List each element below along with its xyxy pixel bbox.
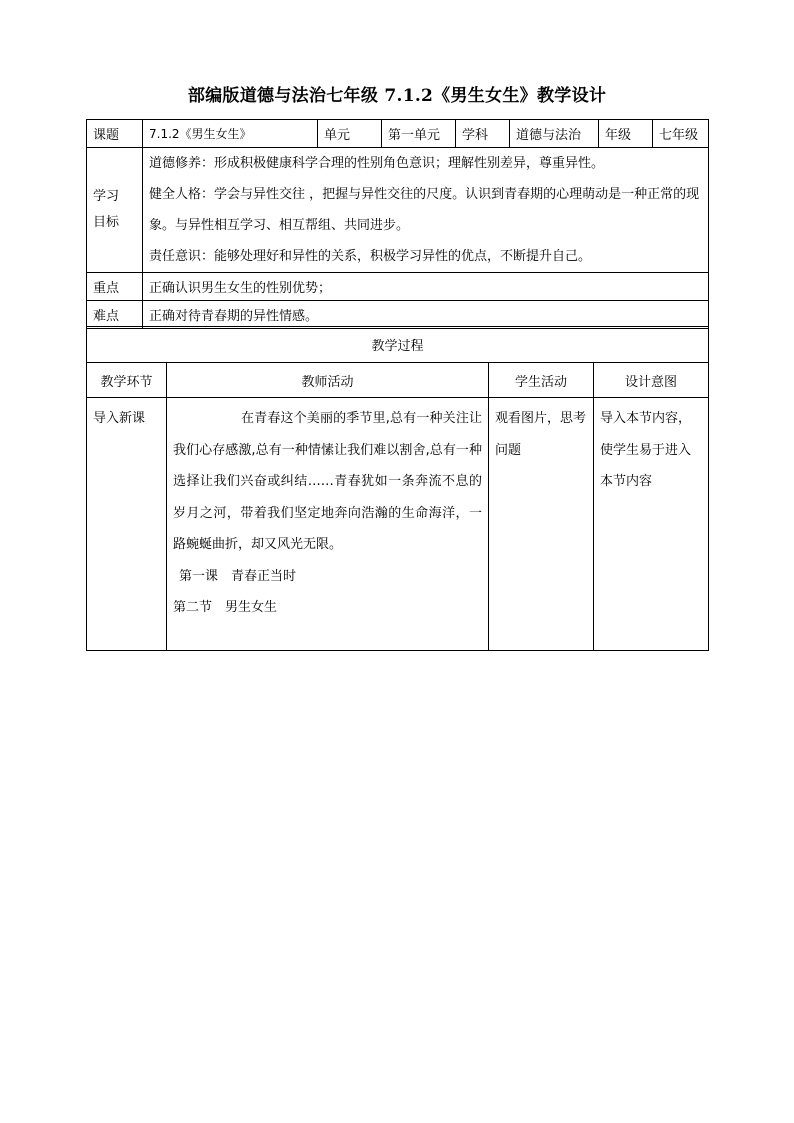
goals-label: [87, 148, 143, 273]
difficulty-value: 正确对待青春期的异性情感。: [143, 301, 709, 329]
process-row-intro: [87, 398, 709, 651]
process-header-row: [87, 363, 709, 398]
goals-row: [87, 148, 709, 273]
header-stage: 教学环节: [87, 363, 167, 398]
lesson-info-table: [86, 119, 709, 329]
goals-content: [143, 148, 709, 273]
goals-label-line-2: 目标: [93, 215, 120, 230]
section-title-text: 第二节 男生女生: [173, 600, 278, 615]
subject-label: 学科: [456, 120, 510, 148]
grade-value: 七年级: [653, 120, 709, 148]
teacher-activity-cell: [167, 398, 489, 651]
goal-item: 道德修养：形成积极健康科学合理的性别角色意识；理解性别差异，尊重异性。: [149, 156, 605, 171]
student-activity-cell: 观看图片，思考问题: [489, 398, 594, 651]
key-point-label: 重点: [87, 273, 143, 301]
design-intent-cell: 导入本节内容，使学生易于进入本节内容: [594, 398, 709, 651]
header-student: 学生活动: [489, 363, 594, 398]
process-heading: 教学过程: [87, 327, 709, 363]
subject-value: 道德与法治: [510, 120, 599, 148]
unit-label: 单元: [318, 120, 382, 148]
header-teacher: 教师活动: [167, 363, 489, 398]
teaching-process-table: [86, 326, 709, 651]
document-title: 部编版道德与法治七年级 7.1.2《男生女生》教学设计: [187, 86, 607, 106]
stage-cell: 导入新课: [87, 398, 167, 651]
unit-value: 第一单元: [382, 120, 456, 148]
key-point-value: 正确认识男生女生的性别优势；: [143, 273, 709, 301]
difficulty-row: [87, 301, 709, 329]
teacher-intro-text: 在青春这个美丽的季节里,总有一种关注让我们心存感激,总有一种情愫让我们难以割舍,总有一种选择让我们兴奋或纠结……青春犹如一条奔流不息的岁月之河，带着我们坚定地奔向浩瀚的生命海洋，一路蜿蜒曲折，却又风光无限。: [173, 411, 482, 552]
topic-value: 7.1.2《男生女生》: [143, 120, 318, 148]
key-point-row: [87, 273, 709, 301]
goals-label-line-1: 学习: [93, 189, 120, 204]
goal-item: 责任意识：能够处理好和异性的关系，积极学习异性的优点，不断提升自己。: [149, 249, 592, 264]
process-heading-row: [87, 327, 709, 363]
grade-label: 年级: [599, 120, 653, 148]
difficulty-label: 难点: [87, 301, 143, 329]
lesson-title-text: 第一课 青春正当时: [179, 568, 297, 584]
topic-row: [87, 120, 709, 148]
goal-item: 健全人格：学会与异性交往 ，把握与异性交往的尺度。认识到青春期的心理萌动是一种正常的现象。与异性相互学习、相互帮组、共同进步。: [149, 187, 700, 233]
header-intent: 设计意图: [594, 363, 709, 398]
topic-label: 课题: [87, 120, 143, 148]
